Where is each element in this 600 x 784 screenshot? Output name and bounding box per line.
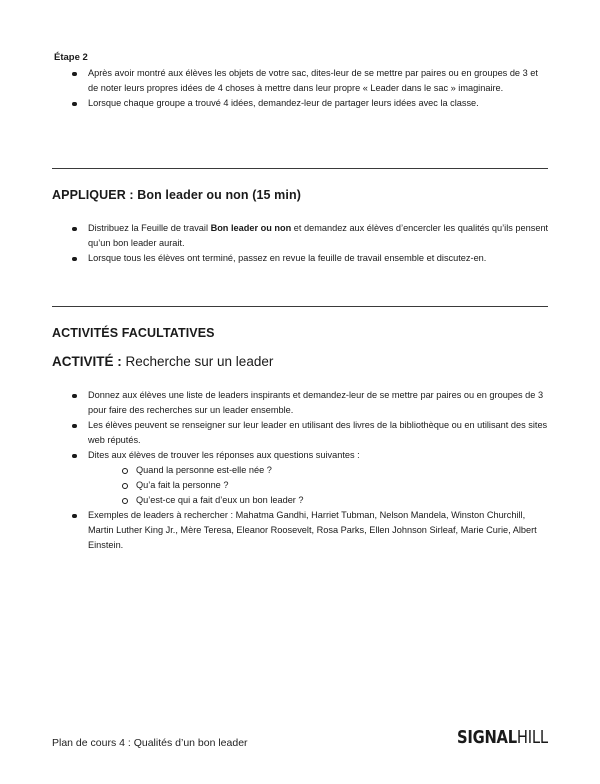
list-item: Après avoir montré aux élèves les objets de votre sac, dites-leur de se mettre par paires ou en groupes de 3 et de noter leurs propres idées de 4 choses à mettre dans leur propre « Leader dans le sac » imaginaire.: [72, 66, 550, 96]
signal-hill-logo: [457, 727, 548, 748]
question-list: [88, 463, 550, 508]
activity-heading: [52, 354, 273, 369]
step-2-title: Étape 2: [54, 52, 88, 63]
optional-activities-heading: ACTIVITÉS FACULTATIVES: [52, 326, 215, 340]
question-item: Quand la personne est-elle née ?: [122, 463, 550, 478]
list-item: Lorsque chaque groupe a trouvé 4 idées, demandez-leur de partager leurs idées avec la classe.: [72, 96, 550, 111]
question-item: Qu’est-ce qui a fait d’eux un bon leader ?: [122, 493, 550, 508]
activity-prefix: ACTIVITÉ :: [52, 354, 122, 369]
logo-signal: SIGNAL: [457, 727, 518, 748]
bullet-text-end: et demandez aux élèves d’encercler les qualités qu’ils pensent qu’un bon leader aurait.: [88, 223, 549, 248]
section-divider: [52, 168, 548, 169]
question-item: Qu’a fait la personne ?: [122, 478, 550, 493]
bullet-text-start: Distribuez la Feuille de travail: [88, 223, 211, 233]
activity-title: Recherche sur un leader: [121, 354, 274, 369]
list-item: Donnez aux élèves une liste de leaders inspirants et demandez-leur de se mettre par paires ou en groupes de 3 pour faire des recherches sur un leader ensemble.: [72, 388, 550, 418]
footer-lesson-title: Plan de cours 4 : Qualités d’un bon leader: [52, 737, 248, 749]
section-divider: [52, 306, 548, 307]
appliquer-bullet-list: [72, 221, 550, 266]
activity-bullet-list: [72, 388, 550, 553]
questions-intro: Dites aux élèves de trouver les réponses aux questions suivantes :: [88, 450, 360, 460]
list-item: Les élèves peuvent se renseigner sur leur leader en utilisant des livres de la bibliothèque ou en utilisant des sites web réputés.: [72, 418, 550, 448]
logo-hill: HILL: [517, 727, 548, 748]
step-2-bullet-list: [72, 66, 550, 111]
list-item: [72, 448, 550, 508]
list-item: Exemples de leaders à rechercher : Mahatma Gandhi, Harriet Tubman, Nelson Mandela, Winston Churchill, Martin Luther King Jr., Mère Teresa, Eleanor Roosevelt, Rosa Parks, Ellen Johnson Sirleaf, Marie Curie, Albert Einstein.: [72, 508, 550, 553]
list-item: Lorsque tous les élèves ont terminé, passez en revue la feuille de travail ensemble et discutez-en.: [72, 251, 550, 266]
appliquer-heading: APPLIQUER : Bon leader ou non (15 min): [52, 188, 301, 202]
list-item: [72, 221, 550, 251]
worksheet-name: Bon leader ou non: [210, 223, 292, 233]
